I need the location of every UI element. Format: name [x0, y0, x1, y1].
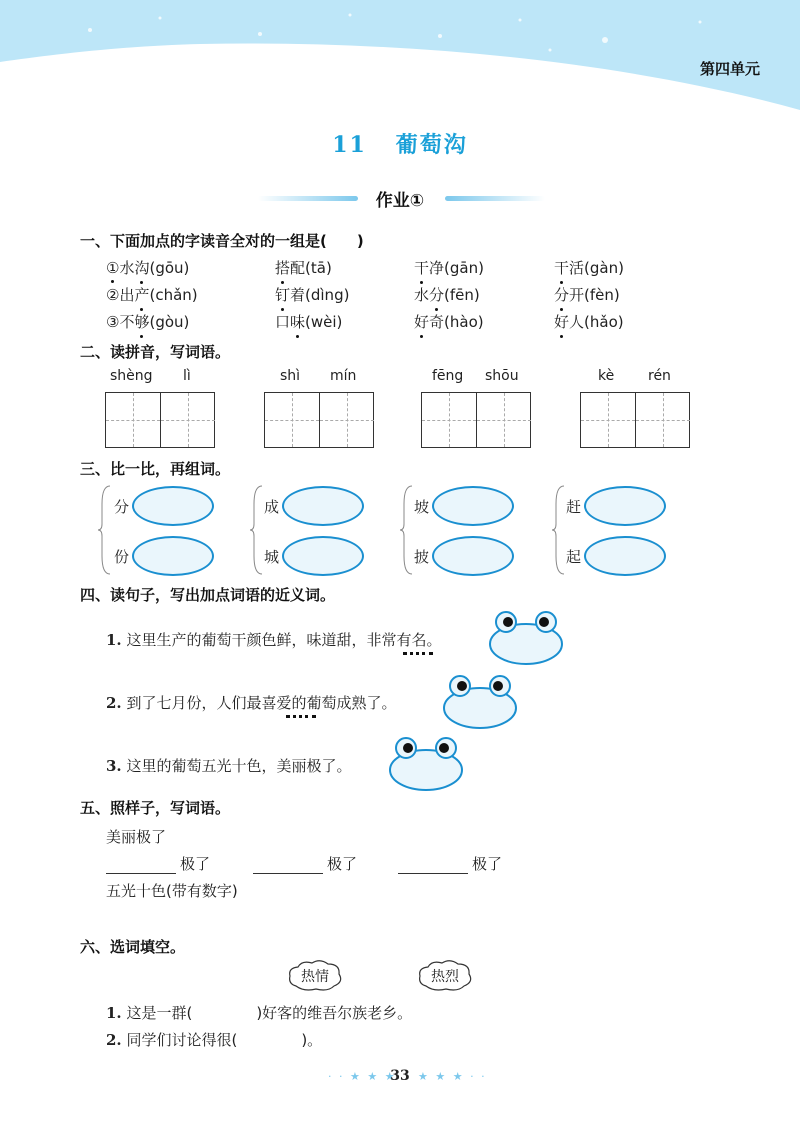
q6-s2-part-b: )。	[301, 1031, 323, 1049]
q5-example-2: 五光十色(带有数字)	[106, 882, 238, 900]
q3-char-4b: 起	[566, 548, 582, 566]
footer-stars-right: ★ ★ ★ · ·	[418, 1070, 487, 1083]
lesson-number: 11	[332, 132, 367, 158]
q3-char-2b: 城	[264, 548, 280, 566]
q6-s1-part-b: )好客的维吾尔族老乡。	[256, 1004, 413, 1022]
q5-title: 五、照样子，写词语。	[80, 799, 231, 817]
q3-char-3b: 披	[414, 548, 430, 566]
frog-answer-bubble-1[interactable]	[486, 608, 566, 668]
word-choice-1: 热情	[301, 969, 329, 985]
q5-example: 美丽极了	[106, 828, 167, 846]
q3-bubble-2a[interactable]	[282, 486, 364, 526]
q6-title: 六、选词填空。	[80, 938, 186, 956]
word-choice-2: 热烈	[431, 969, 459, 985]
q1-row3-opt4: 好人(hǎo)	[554, 313, 624, 331]
q3-bubble-2b[interactable]	[282, 536, 364, 576]
q3-title: 三、比一比，再组词。	[80, 460, 231, 478]
q4-text-1: 这里生产的葡萄干颜色鲜，味道甜，非常有名。	[126, 631, 442, 649]
q3-char-1a: 分	[114, 498, 130, 516]
q1-row1-opt3: 干净(gān)	[414, 259, 484, 277]
q1-row3-opt1: ③不够(gòu)	[106, 313, 190, 331]
lesson-title	[0, 128, 800, 159]
footer-stars-left: · · ★ ★ ★	[328, 1070, 397, 1083]
q4-sentence-3	[106, 755, 351, 776]
q1-row2-opt3: 水分(fēn)	[414, 286, 480, 304]
q2-grid-4[interactable]	[580, 392, 690, 448]
q3-bubble-1a[interactable]	[132, 486, 214, 526]
frog-answer-bubble-2[interactable]	[440, 672, 520, 732]
homework-title: 作业①	[375, 191, 425, 211]
q2-pinyin-3b: shōu	[485, 368, 519, 384]
q2-pinyin-4a: kè	[598, 368, 615, 384]
q3-bubble-3b[interactable]	[432, 536, 514, 576]
q3-brace-1	[98, 484, 112, 576]
q5-blank-2[interactable]	[253, 873, 323, 874]
q2-grid-1[interactable]	[105, 392, 215, 448]
page-number: 33	[390, 1068, 410, 1084]
q3-bubble-4a[interactable]	[584, 486, 666, 526]
q3-char-4a: 赶	[566, 498, 582, 516]
q4-dots-2	[286, 711, 316, 718]
q6-sentence-2	[106, 1029, 322, 1050]
q2-pinyin-2b: mín	[330, 368, 357, 384]
lesson-name: 葡萄沟	[395, 132, 468, 158]
q4-text-2: 到了七月份，人们最喜爱的葡萄成熟了。	[126, 694, 397, 712]
q5-suffix-1: 极了	[180, 855, 211, 873]
q4-title: 四、读句子，写出加点词语的近义词。	[80, 586, 336, 604]
q3-char-1b: 份	[114, 548, 130, 566]
q4-num-3: 3.	[106, 757, 122, 775]
q2-pinyin-3a: fēng	[432, 368, 464, 384]
q1-row1-opt2: 搭配(tā)	[275, 259, 332, 277]
q5-suffix-2: 极了	[327, 855, 358, 873]
q1-row3-opt3: 好奇(hào)	[414, 313, 484, 331]
q4-dots-1	[403, 648, 433, 655]
q5-blank-3[interactable]	[398, 873, 468, 874]
q4-sentence-2	[106, 692, 396, 713]
q6-s2-part-a: 同学们讨论得很(	[126, 1031, 238, 1049]
q3-char-3a: 坡	[414, 498, 430, 516]
q1-row2-opt1: ②出产(chǎn)	[106, 286, 198, 304]
q2-pinyin-1b: lì	[183, 368, 191, 384]
q1-row3-opt2: 口味(wèi)	[275, 313, 343, 331]
q4-sentence-1	[106, 629, 441, 650]
q3-bubble-1b[interactable]	[132, 536, 214, 576]
q5-suffix-3: 极了	[472, 855, 503, 873]
q1-row2-opt2: 钉着(dìng)	[275, 286, 350, 304]
q3-bubble-3a[interactable]	[432, 486, 514, 526]
q6-s1-part-a: 这是一群(	[126, 1004, 193, 1022]
q5-blank-1[interactable]	[106, 873, 176, 874]
q2-pinyin-2a: shì	[280, 368, 301, 384]
q3-char-2a: 成	[264, 498, 280, 516]
q4-text-3: 这里的葡萄五光十色，美丽极了。	[126, 757, 352, 775]
q1-row2-opt4: 分开(fèn)	[554, 286, 620, 304]
q3-brace-3	[400, 484, 414, 576]
q3-brace-4	[552, 484, 566, 576]
q2-title: 二、读拼音，写词语。	[80, 343, 231, 361]
q3-bubble-4b[interactable]	[584, 536, 666, 576]
q6-num-2: 2.	[106, 1031, 122, 1049]
q1-row1-opt1: ①水沟(gōu)	[106, 259, 190, 277]
q2-grid-2[interactable]	[264, 392, 374, 448]
q1-row1-opt4: 干活(gàn)	[554, 259, 624, 277]
q4-num-2: 2.	[106, 694, 122, 712]
unit-label: 第四单元	[699, 60, 760, 78]
q3-brace-2	[250, 484, 264, 576]
q2-pinyin-1a: shèng	[110, 368, 153, 384]
q6-sentence-1	[106, 1002, 412, 1023]
q2-pinyin-4b: rén	[648, 368, 671, 384]
q2-grid-3[interactable]	[421, 392, 531, 448]
q4-num-1: 1.	[106, 631, 122, 649]
q1-title: 一、下面加点的字读音全对的一组是( )	[80, 232, 364, 250]
q6-num-1: 1.	[106, 1004, 122, 1022]
header-band	[0, 0, 800, 120]
frog-answer-bubble-3[interactable]	[386, 734, 466, 794]
